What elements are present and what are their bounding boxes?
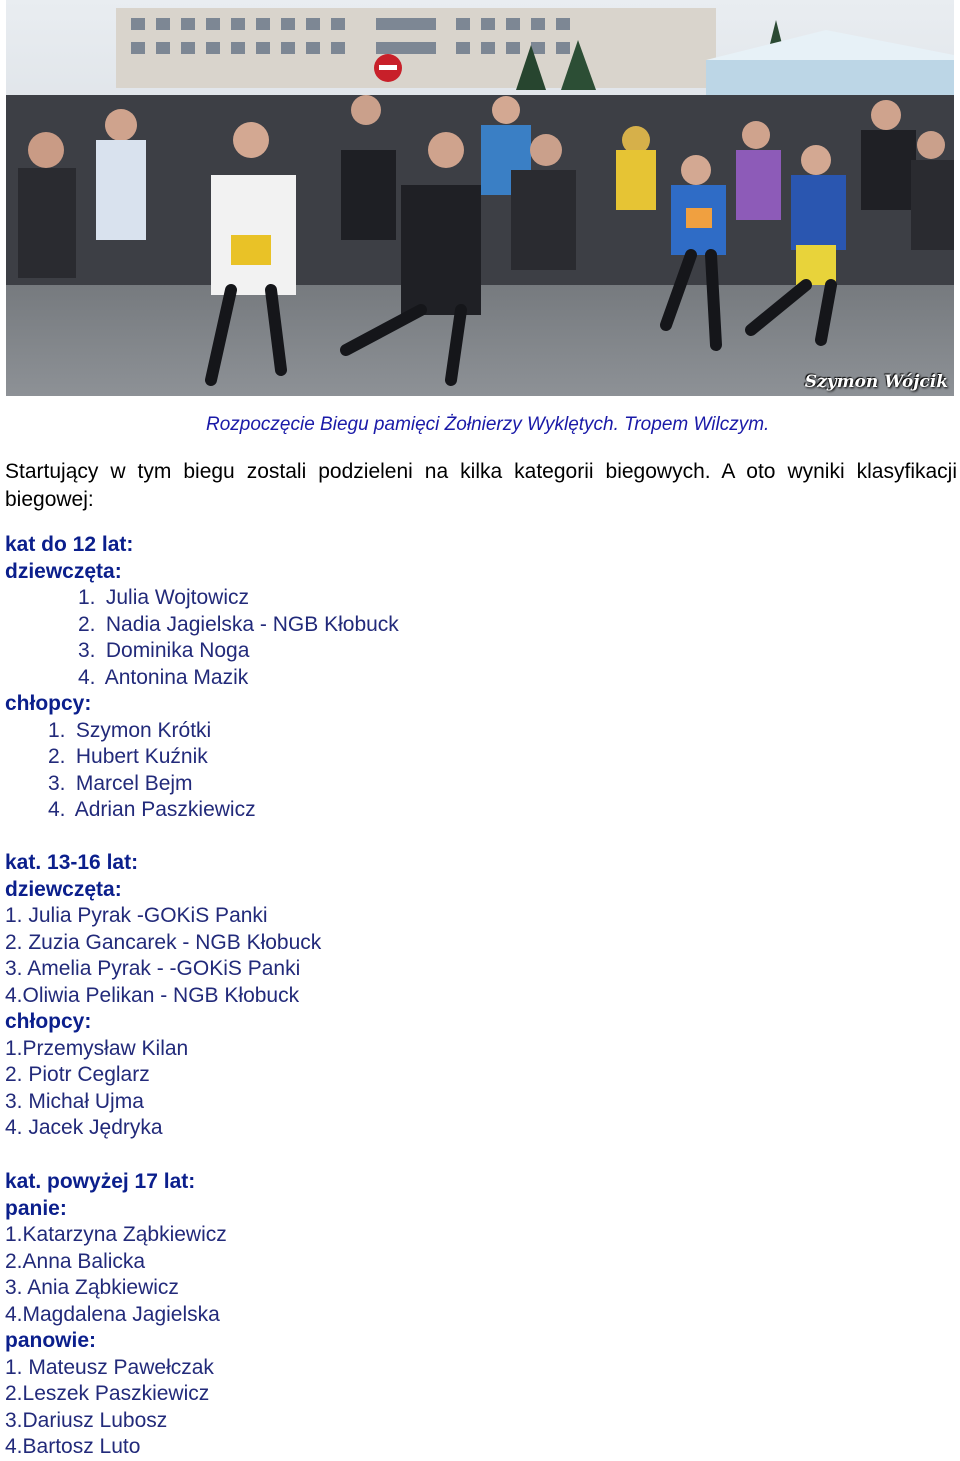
- list-item: 2. Piotr Ceglarz: [5, 1063, 150, 1086]
- list-item: 1. Mateusz Pawełczak: [5, 1355, 214, 1379]
- list-item: 1.Katarzyna Ząbkiewicz: [5, 1223, 227, 1246]
- list-item: 1. Szymon Krótki: [48, 718, 212, 742]
- girls-label: dziewczęta:: [5, 877, 122, 901]
- list-item: 1.Przemysław Kilan: [5, 1036, 189, 1060]
- list-item: 3. Michał Ujma: [5, 1089, 144, 1113]
- boys-label: chłopcy:: [5, 1010, 92, 1033]
- list-item: 4.Oliwia Pelikan - NGB Kłobuck: [5, 983, 300, 1007]
- boys-label: chłopcy:: [5, 692, 92, 715]
- category-13-16: [5, 850, 321, 1142]
- women-label: panie:: [5, 1196, 67, 1220]
- girls-label: dziewczęta:: [5, 559, 122, 583]
- list-item: 2. Nadia Jagielska - NGB Kłobuck: [78, 612, 399, 636]
- intro-paragraph: Startujący w tym biegu zostali podzieleni na kilka kategorii biegowych. A oto wyniki klasyfikacji biegowej:: [5, 460, 957, 511]
- list-item: 1. Julia Pyrak -GOKiS Panki: [5, 904, 268, 927]
- list-item: 3. Marcel Bejm: [48, 771, 193, 795]
- list-item: 3. Ania Ząbkiewicz: [5, 1276, 179, 1299]
- list-item: 3. Dominika Noga: [78, 639, 250, 662]
- race-start-photo: [6, 0, 954, 396]
- category-title: kat do 12 lat:: [5, 533, 134, 556]
- category-title: kat. powyżej 17 lat:: [5, 1170, 196, 1193]
- list-item: 4.Magdalena Jagielska: [5, 1302, 220, 1326]
- race-photo-illustration: [6, 0, 954, 396]
- list-item: 3. Amelia Pyrak - -GOKiS Panki: [5, 957, 301, 980]
- list-item: 4. Antonina Mazik: [78, 665, 249, 689]
- list-item: 2.Anna Balicka: [5, 1249, 146, 1273]
- category-over-17: [5, 1169, 227, 1461]
- list-item: 2. Zuzia Gancarek - NGB Kłobuck: [5, 930, 322, 954]
- list-item: 2. Hubert Kuźnik: [48, 745, 208, 768]
- category-title: kat. 13-16 lat:: [5, 851, 139, 874]
- photo-credit: Szymon Wójcik: [804, 372, 948, 392]
- men-label: panowie:: [5, 1329, 97, 1352]
- list-item: 2.Leszek Paszkiewicz: [5, 1382, 210, 1405]
- list-item: 4. Jacek Jędryka: [5, 1116, 163, 1139]
- list-item: 3.Dariusz Lubosz: [5, 1408, 168, 1432]
- list-item: 4.Bartosz Luto: [5, 1435, 141, 1458]
- list-item: 1. Julia Wojtowicz: [78, 586, 249, 609]
- photo-caption: Rozpoczęcie Biegu pamięci Żołnierzy Wyklętych. Tropem Wilczym.: [206, 414, 770, 435]
- category-under-12: [5, 532, 399, 824]
- list-item: 4. Adrian Paszkiewicz: [48, 798, 256, 821]
